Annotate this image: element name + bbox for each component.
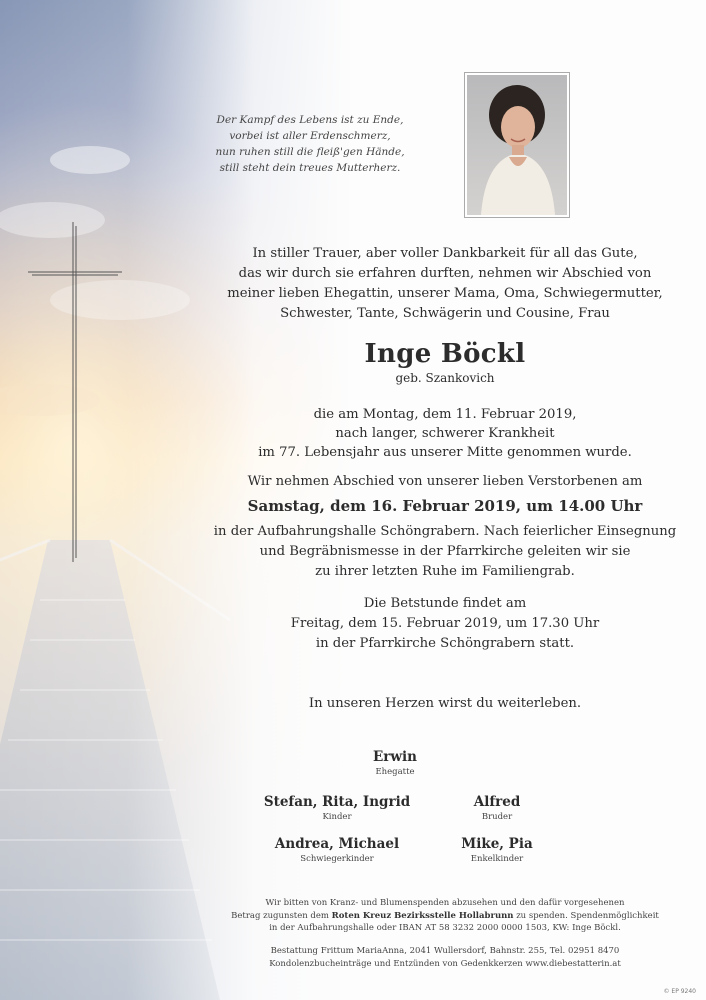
mourner-names: Stefan, Rita, Ingrid bbox=[263, 794, 411, 810]
poem-line: nun ruhen still die fleiß'gen Hände, bbox=[215, 146, 405, 158]
mourner-relation: Enkelkinder bbox=[470, 854, 524, 864]
deceased-name: Inge Böckl bbox=[364, 339, 526, 369]
ceremony-line: in der Aufbahrungshalle Schöngrabern. Nach feierlicher Einsegnung bbox=[213, 524, 677, 539]
death-notice-line: nach langer, schwerer Krankheit bbox=[335, 426, 555, 441]
mourner-names: Alfred bbox=[473, 794, 521, 810]
portrait-photo bbox=[464, 72, 570, 218]
footer-line: Bestattung Frittum MariaAnna, 2041 Wullersdorf, Bahnstr. 255, Tel. 02951 8470 bbox=[270, 946, 620, 956]
poem-line: Der Kampf des Lebens ist zu Ende, bbox=[216, 114, 404, 126]
mourner-names: Erwin bbox=[373, 749, 417, 765]
death-notice-line: im 77. Lebensjahr aus unserer Mitte genommen wurde. bbox=[258, 445, 632, 460]
mourner-names: Andrea, Michael bbox=[274, 836, 400, 852]
print-code: © EP 9240 bbox=[663, 988, 696, 995]
birth-name: geb. Szankovich bbox=[395, 371, 495, 385]
poem-line: still steht dein treues Mutterherz. bbox=[219, 162, 401, 174]
death-notice-line: die am Montag, dem 11. Februar 2019, bbox=[313, 407, 577, 422]
undertaker-info bbox=[180, 945, 706, 970]
farewell-line: Wir nehmen Abschied von unserer lieben Verstorbenen am bbox=[247, 474, 643, 489]
mourner-grandchildren bbox=[397, 835, 597, 865]
ceremony-line: zu ihrer letzten Ruhe im Familiengrab. bbox=[315, 564, 575, 579]
footer-text: Betrag zugunsten dem bbox=[231, 910, 332, 921]
intro-line: In stiller Trauer, aber voller Dankbarkeit für all das Gute, bbox=[252, 246, 638, 261]
charity-name: Roten Kreuz Bezirksstelle Hollabrunn bbox=[331, 910, 514, 921]
funeral-date: Samstag, dem 16. Februar 2019, um 14.00 Uhr bbox=[247, 497, 643, 515]
intro-text bbox=[180, 244, 706, 324]
poem bbox=[205, 112, 415, 176]
mourner-spouse bbox=[295, 748, 495, 778]
footer-text: zu spenden. Spendenmöglichkeit bbox=[513, 910, 659, 921]
prayer-line: Die Betstunde findet am bbox=[363, 596, 527, 611]
prayer-line: in der Pfarrkirche Schöngrabern statt. bbox=[315, 636, 575, 651]
ceremony-line: und Begräbnismesse in der Pfarrkirche geleiten wir sie bbox=[259, 544, 631, 559]
prayer-hour-text bbox=[180, 594, 706, 654]
mourner-relation: Schwiegerkinder bbox=[300, 854, 374, 864]
ceremony-text bbox=[180, 522, 706, 582]
mourner-relation: Kinder bbox=[322, 812, 352, 822]
mourner-relation: Bruder bbox=[481, 812, 513, 822]
mourner-names: Mike, Pia bbox=[461, 836, 533, 852]
intro-line: Schwester, Tante, Schwägerin und Cousine, Frau bbox=[280, 306, 610, 321]
poem-line: vorbei ist aller Erdenschmerz, bbox=[229, 130, 391, 142]
intro-line: das wir durch sie erfahren durften, nehmen wir Abschied von bbox=[238, 266, 652, 281]
footer-line: Kondolenzbucheinträge und Entzünden von Gedenkkerzen www.diebestatterin.at bbox=[269, 958, 621, 969]
footer-line bbox=[180, 910, 706, 923]
footer-line: Wir bitten von Kranz- und Blumenspenden abzusehen und den dafür vorgesehenen bbox=[265, 898, 625, 908]
mourner-relation: Ehegatte bbox=[375, 767, 415, 777]
prayer-line: Freitag, dem 15. Februar 2019, um 17.30 Uhr bbox=[290, 616, 600, 631]
footer-line: in der Aufbahrungshalle oder IBAN AT 58 3232 2000 0000 1503, KW: Inge Böckl. bbox=[269, 923, 621, 933]
intro-line: meiner lieben Ehegattin, unserer Mama, Oma, Schwiegermutter, bbox=[227, 286, 663, 301]
mourner-brother bbox=[397, 793, 597, 823]
donation-notice bbox=[180, 897, 706, 935]
closing-line: In unseren Herzen wirst du weiterleben. bbox=[308, 696, 582, 711]
death-notice bbox=[180, 405, 706, 462]
